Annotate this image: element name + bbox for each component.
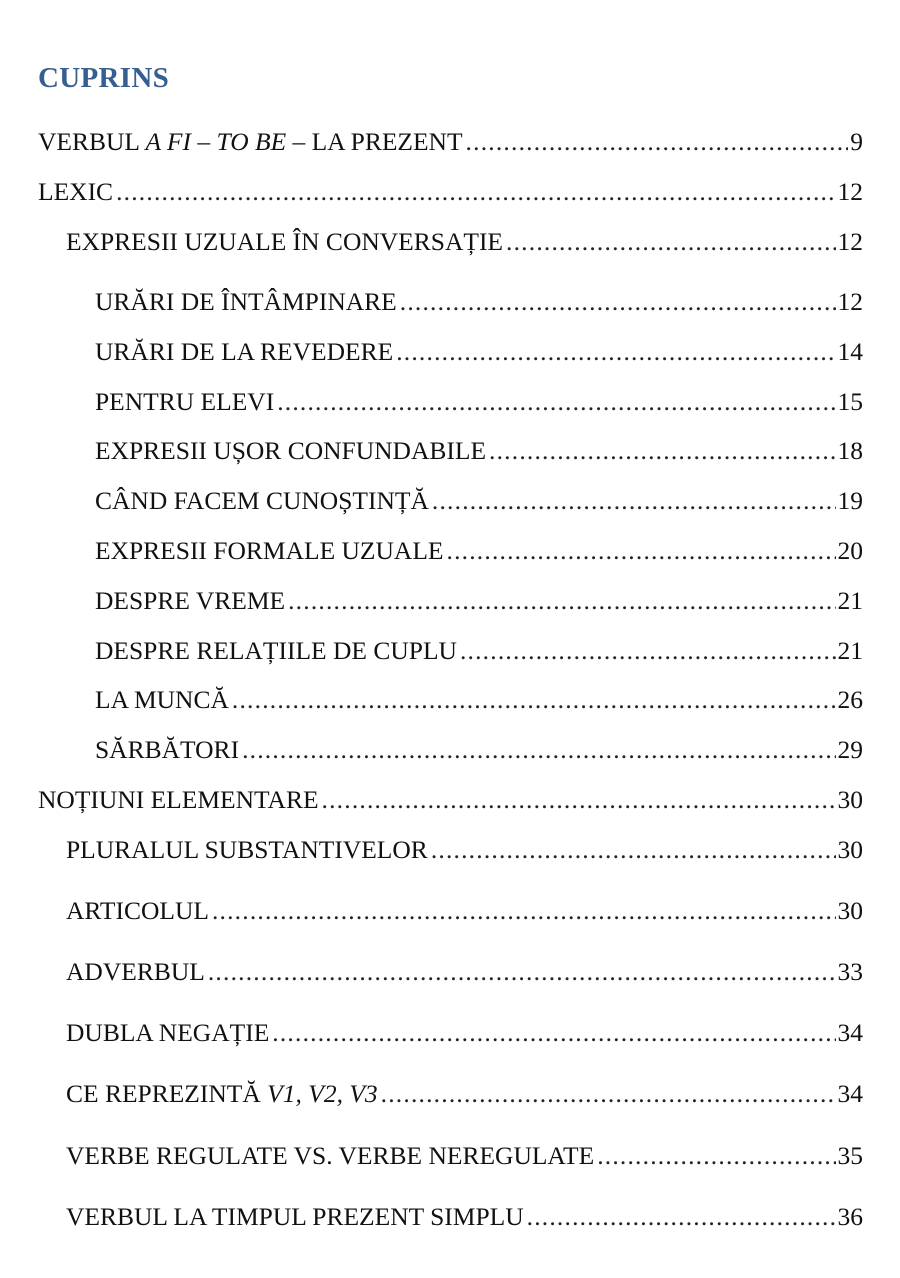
toc-entry-page: 21 [837,586,863,615]
toc-entry-title: DESPRE RELAȚIILE DE CUPLU [95,636,457,665]
toc-entry-title: NOȚIUNI ELEMENTARE [38,785,319,814]
dot-leader [466,125,849,159]
toc-entry[interactable] [38,783,863,817]
dot-leader [447,534,836,568]
toc-entry[interactable] [95,534,863,568]
dot-leader [277,385,835,419]
toc-entry-title: VERBE REGULATE VS. VERBE NEREGULATE [66,1141,595,1170]
dot-leader [208,955,836,989]
dot-leader [431,833,836,867]
dot-leader [272,1016,835,1050]
toc-entry[interactable] [38,125,863,159]
toc-entry[interactable] [66,1016,863,1050]
toc-entry[interactable] [95,733,863,767]
toc-entry[interactable] [95,484,863,518]
toc-entry-page: 30 [837,896,863,925]
toc-entry-page: 34 [837,1018,863,1047]
toc-entry-title: URĂRI DE LA REVEDERE [95,337,394,366]
dot-leader [527,1200,836,1234]
toc-entry[interactable] [38,175,863,209]
toc-entry-title: DESPRE VREME [95,586,286,615]
toc-entry[interactable] [66,1077,863,1111]
toc-entry-title: EXPRESII FORMALE UZUALE [95,536,444,565]
toc-entry[interactable] [95,335,863,369]
dot-leader [232,683,836,717]
toc-entry-page: 30 [837,785,863,814]
toc-entry-page: 20 [837,536,863,565]
toc-entry-page: 12 [837,177,863,206]
dot-leader [381,1077,836,1111]
toc-entry-page: 26 [837,685,863,714]
toc-entry[interactable] [66,1200,863,1234]
toc-entry-page: 18 [837,436,863,465]
toc-entry-title: LEXIC [38,177,114,206]
toc-entry-page: 12 [837,287,863,316]
dot-leader [597,1139,835,1173]
toc-entry[interactable] [66,894,863,928]
toc-entry-page: 34 [837,1079,863,1108]
toc-entry[interactable] [66,225,863,259]
toc-entry-title: DUBLA NEGAȚIE [66,1018,270,1047]
toc-entry-title: CE REPREZINTĂ V1, V2, V3 [66,1079,378,1108]
toc-entry-title: PENTRU ELEVI [95,387,275,416]
toc-entry-page: 21 [837,636,863,665]
dot-leader [506,225,835,259]
dot-leader [242,733,835,767]
toc-entry-title: URĂRI DE ÎNTÂMPINARE [95,287,397,316]
toc-entry-title: SĂRBĂTORI [95,735,240,764]
dot-leader [432,484,836,518]
dot-leader [460,634,836,668]
dot-leader [212,894,836,928]
toc-entry[interactable] [66,955,863,989]
toc-entry[interactable] [66,833,863,867]
toc-entry-page: 33 [837,957,863,986]
toc-entry-title: LA MUNCĂ [95,685,229,714]
dot-leader [116,175,835,209]
toc-entry-page: 30 [837,835,863,864]
toc-entry-title: ARTICOLUL [66,896,209,925]
dot-leader [489,434,835,468]
toc-entry-page: 36 [837,1202,863,1231]
toc-entry-page: 14 [837,337,863,366]
dot-leader [322,783,836,817]
dot-leader [396,335,835,369]
toc-entry-page: 19 [837,486,863,515]
dot-leader [288,584,835,618]
page-title: CUPRINS [38,62,169,94]
toc-entry[interactable] [95,285,863,319]
toc-entry-page: 12 [837,227,863,256]
toc-entry[interactable] [95,584,863,618]
dot-leader [400,285,836,319]
toc-entry-page: 9 [850,127,863,156]
toc-entry[interactable] [95,683,863,717]
toc-entry-title: CÂND FACEM CUNOȘTINȚĂ [95,486,429,515]
toc-entry-title: VERBUL LA TIMPUL PREZENT SIMPLU [66,1202,524,1231]
toc-entry[interactable] [95,634,863,668]
toc-entry-title: ADVERBUL [66,957,205,986]
toc-entry-title: EXPRESII UȘOR CONFUNDABILE [95,436,487,465]
toc-entry-page: 35 [837,1141,863,1170]
toc-entry-title: EXPRESII UZUALE ÎN CONVERSAȚIE [66,227,504,256]
toc-entry-page: 15 [837,387,863,416]
toc-entry[interactable] [95,434,863,468]
toc-entry-title: VERBUL A FI – TO BE – LA PREZENT [38,127,463,156]
toc-entry-title: PLURALUL SUBSTANTIVELOR [66,835,428,864]
toc-entry[interactable] [66,1139,863,1173]
toc-entry-page: 29 [837,735,863,764]
toc-entry[interactable] [95,385,863,419]
